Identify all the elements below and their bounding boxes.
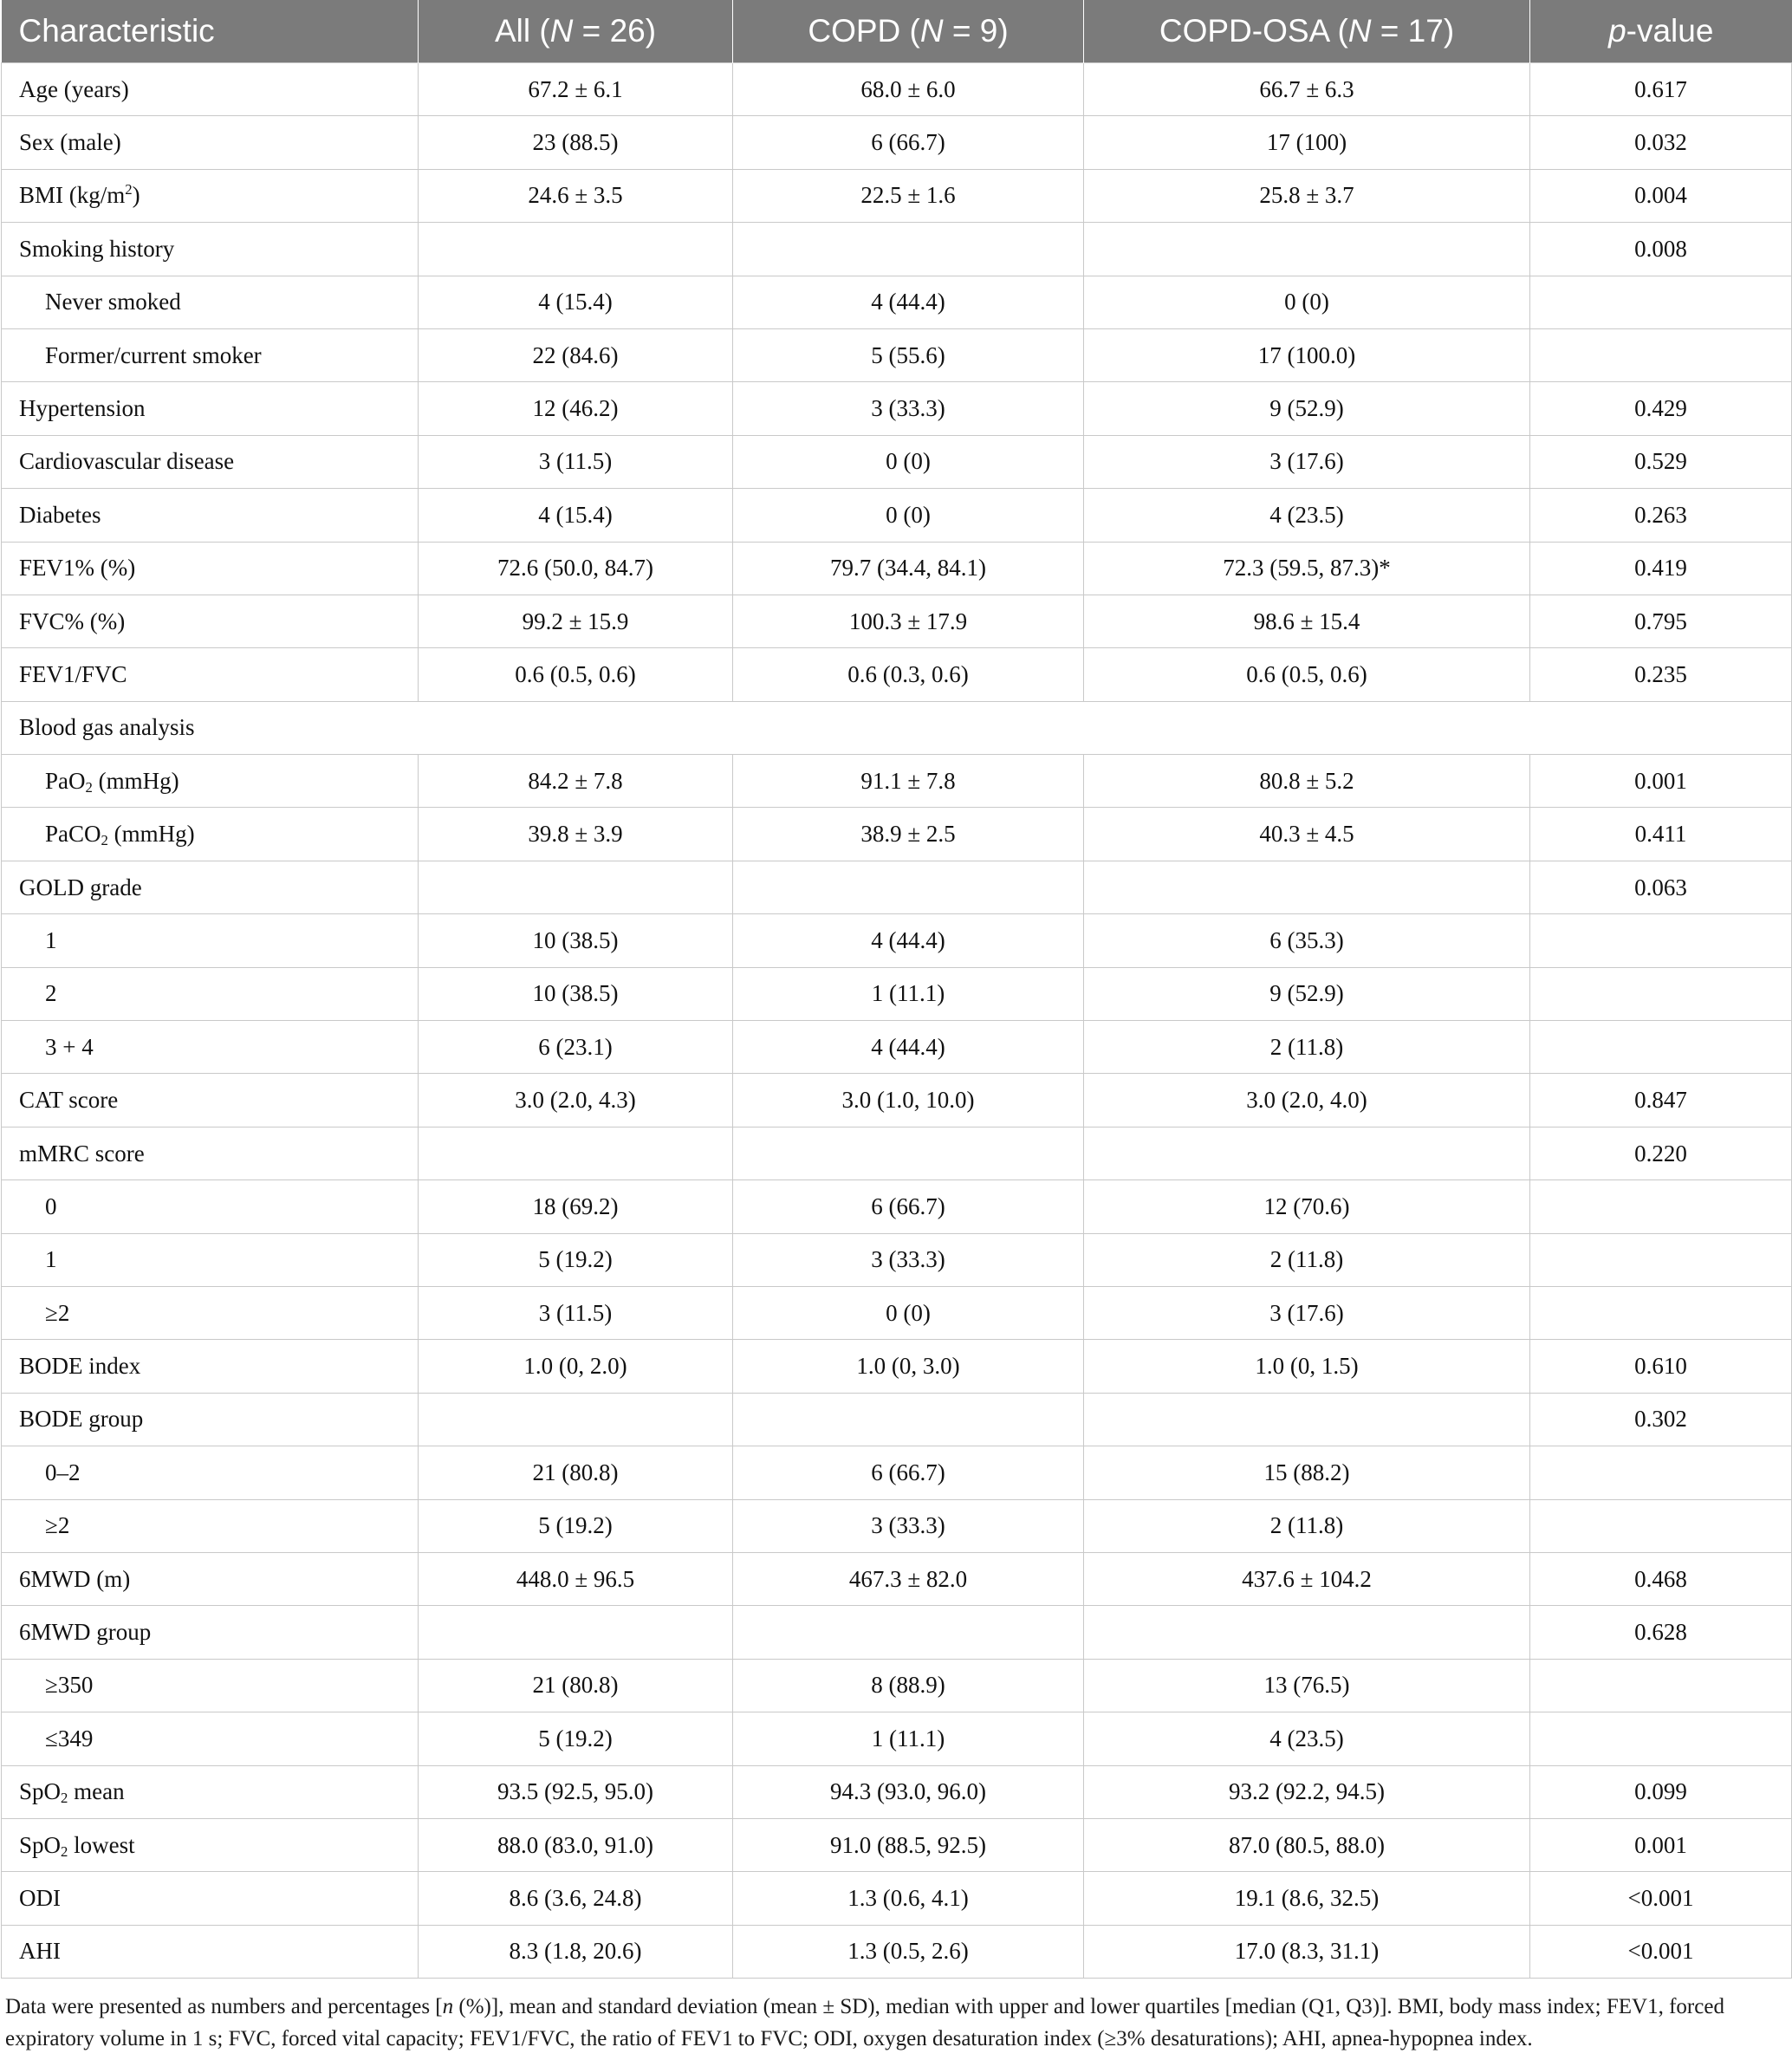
table-cell [1530,1233,1792,1286]
table-cell: 68.0 ± 6.0 [733,63,1084,116]
table-cell: 0.529 [1530,435,1792,488]
table-row [2,116,1792,169]
column-header-3 [1084,0,1530,63]
table-cell [419,861,733,913]
table-row [2,169,1792,222]
table-cell: 23 (88.5) [419,116,733,169]
table-cell [1084,1393,1530,1446]
table-row [2,1712,1792,1765]
row-label-subscript: 2 [85,778,93,796]
row-label-text: Smoking history [19,235,175,262]
table-row [2,1818,1792,1871]
table-row [2,1606,1792,1659]
table-row [2,1233,1792,1286]
column-header-4 [1530,0,1792,63]
row-label-text: BMI (kg/m [19,182,126,209]
table-cell: 72.3 (59.5, 87.3)* [1084,542,1530,595]
table-cell: 10 (38.5) [419,967,733,1020]
table-cell: 87.0 (80.5, 88.0) [1084,1818,1530,1871]
column-header-text: = 26) [573,13,657,49]
row-label-text: CAT score [19,1087,119,1114]
table-row [2,489,1792,542]
table-cell: 4 (44.4) [733,276,1084,328]
column-header-text: COPD ( [808,13,920,49]
table-cell [1530,1499,1792,1552]
table-cell: 99.2 ± 15.9 [419,595,733,647]
table-row [2,914,1792,967]
table-cell: 3 (33.3) [733,1499,1084,1552]
table-row [2,595,1792,647]
table-cell [1530,328,1792,381]
table-cell: 0.001 [1530,755,1792,808]
row-label [2,1818,419,1871]
table-row [2,382,1792,435]
table-cell: 0.235 [1530,648,1792,701]
table-cell: 8.6 (3.6, 24.8) [419,1872,733,1925]
table-cell: 4 (44.4) [733,914,1084,967]
table-cell [1530,914,1792,967]
row-label [2,914,419,967]
table-cell: 0.847 [1530,1074,1792,1127]
table-cell: 5 (55.6) [733,328,1084,381]
table-cell: 1.3 (0.5, 2.6) [733,1925,1084,1978]
table-cell [1530,967,1792,1020]
table-cell: 5 (19.2) [419,1233,733,1286]
row-label [2,1180,419,1233]
table-row [2,1180,1792,1233]
table-cell: 39.8 ± 3.9 [419,808,733,861]
row-label-text: 2 [45,980,57,1007]
row-label-text: ≤349 [45,1725,94,1751]
row-label [2,63,419,116]
table-cell: 0.610 [1530,1340,1792,1393]
table-cell: 66.7 ± 6.3 [1084,63,1530,116]
table-cell: 3 (17.6) [1084,1286,1530,1339]
row-label [2,1127,419,1179]
table-cell: 94.3 (93.0, 96.0) [733,1765,1084,1818]
table-row [2,967,1792,1020]
characteristics-table [1,0,1792,1979]
row-label-text: Hypertension [19,395,146,422]
table-cell: 17.0 (8.3, 31.1) [1084,1925,1530,1978]
row-label-subscript: 2 [101,832,108,849]
table-row [2,63,1792,116]
table-row [2,1659,1792,1712]
column-header-1 [419,0,733,63]
table-cell: 0.263 [1530,489,1792,542]
table-cell: 467.3 ± 82.0 [733,1552,1084,1605]
table-cell: 0.001 [1530,1818,1792,1871]
row-label-text: lowest [68,1831,135,1858]
row-label-text: GOLD grade [19,874,142,900]
column-header-2 [733,0,1084,63]
row-label-text: Never smoked [45,289,181,315]
row-label [2,1499,419,1552]
table-cell: 0 (0) [733,489,1084,542]
row-label-text: ≥2 [45,1512,70,1539]
row-label [2,1286,419,1339]
row-label [2,1446,419,1499]
table-cell: 10 (38.5) [419,914,733,967]
table-cell: 98.6 ± 15.4 [1084,595,1530,647]
table-row [2,542,1792,595]
table-cell: 0.419 [1530,542,1792,595]
table-cell: 67.2 ± 6.1 [419,63,733,116]
row-label-text: FEV1% (%) [19,555,136,582]
row-label [2,1872,419,1925]
table-cell: 12 (46.2) [419,382,733,435]
row-label [2,382,419,435]
table-cell: 0.628 [1530,1606,1792,1659]
table-cell: 15 (88.2) [1084,1446,1530,1499]
column-header-text: -value [1626,13,1714,49]
table-cell: 80.8 ± 5.2 [1084,755,1530,808]
table-cell: 3 (17.6) [1084,435,1530,488]
table-cell: 3 (33.3) [733,382,1084,435]
row-label [2,489,419,542]
table-cell: 4 (23.5) [1084,489,1530,542]
row-label-text: (mmHg) [107,821,195,848]
row-label-text: ) [132,182,140,209]
table-cell: 0.063 [1530,861,1792,913]
row-label [2,223,419,276]
table-cell: 2 (11.8) [1084,1233,1530,1286]
table-cell: 3.0 (2.0, 4.0) [1084,1074,1530,1127]
table-cell: 4 (44.4) [733,1021,1084,1074]
table-cell: 0.032 [1530,116,1792,169]
table-row [2,1074,1792,1127]
table-cell: 5 (19.2) [419,1712,733,1765]
table-cell: 3.0 (2.0, 4.3) [419,1074,733,1127]
row-label-text: ≥2 [45,1299,70,1326]
row-label-text: BODE group [19,1406,144,1433]
table-cell [1084,861,1530,913]
table-row [2,223,1792,276]
table-cell: 4 (23.5) [1084,1712,1530,1765]
table-cell [733,1127,1084,1179]
row-label-text: FVC% (%) [19,608,126,634]
row-label [2,808,419,861]
row-label-text: (mmHg) [92,767,179,794]
table-cell: 0.6 (0.5, 0.6) [1084,648,1530,701]
table-cell: 0.220 [1530,1127,1792,1179]
column-header-italic: N [549,13,574,49]
table-cell: 0.302 [1530,1393,1792,1446]
row-label-text: Blood gas analysis [19,714,195,741]
table-cell: 3 (11.5) [419,1286,733,1339]
row-label-text: mMRC score [19,1140,145,1166]
footnote-text: (%)], mean and standard deviation (mean ± SD), median with upper and lower quartiles [median (Q1, Q3)]. BMI, body mass index; FEV1, forced expiratory volume in 1 s; FVC, forced vital capacity; FEV1/FVC, the ratio of FEV1 to FVC; ODI, oxygen desaturation index (≥3% desaturations); AHI, apnea-hypopnea index. [5,1995,1724,2051]
row-label-text: AHI [19,1938,61,1965]
table-row [2,328,1792,381]
row-label [2,595,419,647]
row-label-text: SpO [19,1831,62,1858]
table-cell: 12 (70.6) [1084,1180,1530,1233]
table-row [2,1552,1792,1605]
row-label [2,701,1792,754]
table-footnote [0,1991,1792,2055]
table-cell: 24.6 ± 3.5 [419,169,733,222]
table-cell: 4 (15.4) [419,489,733,542]
table-row [2,701,1792,754]
row-label-subscript: 2 [61,1790,68,1807]
table-cell: 38.9 ± 2.5 [733,808,1084,861]
table-cell [1530,1286,1792,1339]
table-cell: 19.1 (8.6, 32.5) [1084,1872,1530,1925]
footnote-italic: n [442,1995,454,2019]
row-label-text: 6MWD (m) [19,1565,131,1592]
table-cell [419,1127,733,1179]
table-cell: 2 (11.8) [1084,1021,1530,1074]
table-row [2,1393,1792,1446]
table-cell: 22 (84.6) [419,328,733,381]
table-cell [419,223,733,276]
row-label [2,1552,419,1605]
row-label-text: SpO [19,1778,62,1805]
row-label-text: 1 [45,1246,57,1273]
table-cell: 88.0 (83.0, 91.0) [419,1818,733,1871]
table-cell: 8.3 (1.8, 20.6) [419,1925,733,1978]
table-cell: 1 (11.1) [733,1712,1084,1765]
table-row [2,1340,1792,1393]
footnote-text: Data were presented as numbers and percentages [ [5,1995,443,2019]
row-label-superscript: 2 [125,181,133,198]
row-label [2,1340,419,1393]
table-cell: 9 (52.9) [1084,382,1530,435]
row-label-text: Cardiovascular disease [19,448,235,475]
row-label [2,1659,419,1712]
row-label [2,169,419,222]
table-cell: 0.429 [1530,382,1792,435]
table-cell: 1.0 (0, 3.0) [733,1340,1084,1393]
table-cell: 1.0 (0, 1.5) [1084,1340,1530,1393]
table-cell: 3 (33.3) [733,1233,1084,1286]
row-label [2,328,419,381]
table-cell: 72.6 (50.0, 84.7) [419,542,733,595]
table-row [2,435,1792,488]
table-row [2,755,1792,808]
row-label-text: ≥350 [45,1672,94,1699]
table-cell [1084,223,1530,276]
table-cell: 6 (66.7) [733,116,1084,169]
row-label-text: 6MWD group [19,1619,152,1646]
table-cell [733,1606,1084,1659]
table-cell: 93.2 (92.2, 94.5) [1084,1765,1530,1818]
table-row [2,808,1792,861]
table-cell: 2 (11.8) [1084,1499,1530,1552]
row-label [2,276,419,328]
row-label [2,116,419,169]
table-cell: <0.001 [1530,1925,1792,1978]
table-cell: <0.001 [1530,1872,1792,1925]
row-label [2,1765,419,1818]
table-cell: 18 (69.2) [419,1180,733,1233]
row-label-text: 1 [45,926,57,953]
table-cell: 6 (35.3) [1084,914,1530,967]
table-cell: 0.795 [1530,595,1792,647]
table-cell: 21 (80.8) [419,1446,733,1499]
table-cell: 6 (23.1) [419,1021,733,1074]
table-row [2,1872,1792,1925]
column-header-italic: N [919,13,944,49]
table-cell [1530,276,1792,328]
table-cell [1530,1712,1792,1765]
table-cell: 0 (0) [733,435,1084,488]
table-cell [1530,1180,1792,1233]
table-cell: 1.0 (0, 2.0) [419,1340,733,1393]
table-cell: 437.6 ± 104.2 [1084,1552,1530,1605]
table-cell: 40.3 ± 4.5 [1084,808,1530,861]
table-row [2,1127,1792,1179]
table-cell [733,223,1084,276]
table-cell: 0.6 (0.3, 0.6) [733,648,1084,701]
table-cell: 22.5 ± 1.6 [733,169,1084,222]
table-row [2,1925,1792,1978]
table-cell: 0.004 [1530,169,1792,222]
column-header-text: = 9) [943,13,1009,49]
column-header-text: All ( [494,13,550,49]
table-cell: 0.411 [1530,808,1792,861]
table-cell: 6 (66.7) [733,1446,1084,1499]
row-label-text: 3 + 4 [45,1033,94,1060]
table-cell [419,1393,733,1446]
row-label-text: ODI [19,1884,61,1911]
table-cell: 0 (0) [733,1286,1084,1339]
header-row [2,0,1792,63]
row-label-text: FEV1/FVC [19,660,127,687]
column-header-text: COPD-OSA ( [1159,13,1348,49]
table-row [2,1446,1792,1499]
column-header-italic: p [1608,13,1626,49]
row-label-text: PaO [45,767,86,794]
table-row [2,1286,1792,1339]
table-cell: 93.5 (92.5, 95.0) [419,1765,733,1818]
table-cell: 17 (100.0) [1084,328,1530,381]
row-label-text: Former/current smoker [45,341,262,368]
table-cell: 5 (19.2) [419,1499,733,1552]
table-cell: 13 (76.5) [1084,1659,1530,1712]
row-label-text: 0 [45,1192,57,1219]
column-header-0: Characteristic [2,0,419,63]
row-label [2,1606,419,1659]
table-cell: 91.0 (88.5, 92.5) [733,1818,1084,1871]
table-row [2,861,1792,913]
row-label [2,542,419,595]
table-row [2,1765,1792,1818]
row-label-text: Sex (male) [19,129,121,156]
table-cell: 84.2 ± 7.8 [419,755,733,808]
table-cell [1530,1021,1792,1074]
row-label-subscript: 2 [61,1842,68,1860]
table-body [2,63,1792,1979]
table-cell: 3.0 (1.0, 10.0) [733,1074,1084,1127]
table-cell: 0.099 [1530,1765,1792,1818]
row-label [2,861,419,913]
table-cell: 100.3 ± 17.9 [733,595,1084,647]
table-header [2,0,1792,63]
row-label [2,1074,419,1127]
table-cell: 1.3 (0.6, 4.1) [733,1872,1084,1925]
row-label-text: Age (years) [19,75,129,102]
table-cell [733,861,1084,913]
table-cell: 6 (66.7) [733,1180,1084,1233]
table-cell [419,1606,733,1659]
table-cell: 0.008 [1530,223,1792,276]
row-label [2,1233,419,1286]
table-cell: 25.8 ± 3.7 [1084,169,1530,222]
table-cell [733,1393,1084,1446]
table-row [2,1499,1792,1552]
table-cell: 0.617 [1530,63,1792,116]
row-label-text: 0–2 [45,1459,81,1485]
table-cell: 1 (11.1) [733,967,1084,1020]
table-cell: 79.7 (34.4, 84.1) [733,542,1084,595]
row-label [2,755,419,808]
table-cell: 8 (88.9) [733,1659,1084,1712]
table-cell [1084,1127,1530,1179]
column-header-italic: N [1347,13,1372,49]
table-row [2,648,1792,701]
row-label [2,1712,419,1765]
table-cell: 4 (15.4) [419,276,733,328]
table-row [2,276,1792,328]
row-label [2,1021,419,1074]
table-row [2,1021,1792,1074]
row-label-text: mean [68,1778,125,1805]
row-label [2,648,419,701]
table-cell [1084,1606,1530,1659]
table-cell [1530,1659,1792,1712]
table-cell [1530,1446,1792,1499]
column-header-text: = 17) [1371,13,1455,49]
row-label [2,967,419,1020]
table-cell: 21 (80.8) [419,1659,733,1712]
table-cell: 9 (52.9) [1084,967,1530,1020]
row-label [2,1393,419,1446]
row-label-text: BODE index [19,1353,141,1380]
table-cell: 3 (11.5) [419,435,733,488]
table-cell: 91.1 ± 7.8 [733,755,1084,808]
row-label-text: PaCO [45,821,101,848]
table-cell: 0.6 (0.5, 0.6) [419,648,733,701]
table-cell: 17 (100) [1084,116,1530,169]
table-cell: 448.0 ± 96.5 [419,1552,733,1605]
table-cell: 0.468 [1530,1552,1792,1605]
row-label [2,1925,419,1978]
row-label-text: Diabetes [19,501,101,528]
table-cell: 0 (0) [1084,276,1530,328]
row-label [2,435,419,488]
